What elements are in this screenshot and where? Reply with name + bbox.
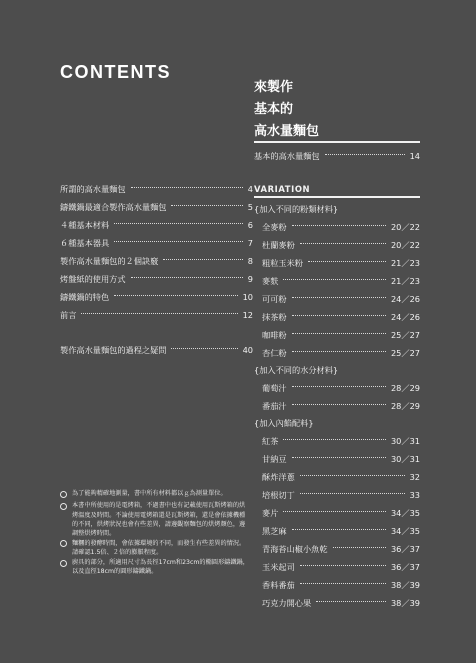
toc-entry[interactable] — [262, 399, 420, 413]
toc-entry[interactable] — [60, 218, 253, 232]
toc-entry[interactable] — [60, 308, 253, 322]
category-flour: {加入不同的粉類材料} — [254, 204, 339, 214]
toc-entry[interactable] — [60, 272, 253, 286]
note-text: 本書中所使用的是電烤箱，不過書中也有記載使用瓦斯烤箱的烘烤溫度及時間。不論使用電烤箱還是瓦斯烤箱，還是會依據機種的不同，烘烤狀況也會有些差異，請邊觀察麵包的烘烤顏色，邊調整烘烤時間。 — [72, 502, 246, 538]
variation-heading: VARIATION — [254, 184, 311, 194]
toc-label: 鑄鐵鍋的特色 — [60, 292, 110, 302]
leader-dots — [171, 205, 242, 206]
toc-entry[interactable] — [60, 182, 253, 196]
toc-label: 咖啡粉 — [262, 330, 287, 340]
toc-entry-basic[interactable] — [254, 149, 420, 163]
toc-label: 製作高水量麵包的２個訣竅 — [60, 256, 159, 266]
leader-dots — [292, 386, 386, 387]
toc-page: 21／23 — [390, 276, 420, 286]
toc-page: 7 — [247, 238, 253, 248]
toc-page: 5 — [247, 202, 253, 212]
leader-dots — [292, 457, 386, 458]
note-item — [60, 539, 250, 558]
toc-entry[interactable] — [262, 560, 420, 574]
toc-entry[interactable] — [262, 238, 420, 252]
toc-page: 9 — [247, 274, 253, 284]
leader-dots — [292, 297, 386, 298]
toc-label: 玉米起司 — [262, 562, 295, 572]
leader-dots — [292, 225, 386, 226]
toc-entry[interactable] — [262, 434, 420, 448]
hero-line-2: 基本的 — [254, 102, 294, 117]
leader-dots — [171, 348, 237, 349]
toc-label: 前言 — [60, 310, 77, 320]
note-item — [60, 558, 250, 577]
leader-dots — [300, 475, 405, 476]
leader-dots — [292, 529, 386, 530]
leader-dots — [114, 223, 243, 224]
toc-entry[interactable] — [262, 506, 420, 520]
leader-dots — [81, 313, 237, 314]
toc-label: 麥麩 — [262, 276, 279, 286]
toc-label: 黑芝麻 — [262, 526, 287, 536]
toc-label: 鑄鐵鍋最適合製作高水量麵包 — [60, 202, 167, 212]
toc-page: 30／31 — [390, 454, 420, 464]
note-text: 麵糰的發酵時間，會依據環境的不同，而發生有些差異的情況。請確認1.5倍、２倍的膨脹程度。 — [72, 539, 246, 557]
toc-label: 基本的高水量麵包 — [254, 151, 320, 161]
toc-page: 20／22 — [390, 240, 420, 250]
toc-label: 甘納豆 — [262, 454, 287, 464]
leader-dots — [131, 277, 243, 278]
toc-label: 可可粉 — [262, 294, 287, 304]
toc-label: 番茄汁 — [262, 401, 287, 411]
toc-label: 青海苔山椒小魚乾 — [262, 544, 328, 554]
toc-label: 烤盤紙的使用方式 — [60, 274, 126, 284]
toc-label: 紅茶 — [262, 436, 279, 446]
toc-page: 33 — [409, 490, 420, 500]
toc-page: 12 — [242, 310, 253, 320]
leader-dots — [300, 243, 386, 244]
toc-label: 杜蘭麥粉 — [262, 240, 295, 250]
leader-dots — [292, 404, 386, 405]
leader-dots — [325, 154, 405, 155]
toc-page: 6 — [247, 220, 253, 230]
toc-label: 酥炸洋蔥 — [262, 472, 295, 482]
toc-page: 34／35 — [390, 508, 420, 518]
toc-page: 4 — [247, 184, 253, 194]
toc-label: ４種基本材料 — [60, 220, 110, 230]
circle-bullet-icon — [60, 539, 72, 558]
toc-label: 全麥粉 — [262, 222, 287, 232]
leader-dots — [131, 187, 243, 188]
toc-entry[interactable] — [262, 256, 420, 270]
toc-label: 培根切丁 — [262, 490, 295, 500]
toc-page: 28／29 — [390, 401, 420, 411]
leader-dots — [292, 351, 386, 352]
category-liquid: {加入不同的水分材料} — [254, 365, 339, 375]
note-item — [60, 501, 250, 538]
circle-bullet-icon — [60, 558, 72, 577]
leader-dots — [300, 493, 405, 494]
toc-page: 25／27 — [390, 330, 420, 340]
leader-dots — [163, 259, 243, 260]
leader-dots — [308, 261, 386, 262]
leader-dots — [316, 601, 386, 602]
toc-entry[interactable] — [262, 328, 420, 342]
toc-label: 葡萄汁 — [262, 383, 287, 393]
toc-page: 38／39 — [390, 580, 420, 590]
hero-line-1: 來製作 — [254, 80, 294, 95]
note-text: 為了能夠精確地測量，書中所有材料都以ｇ為測量單位。 — [72, 490, 227, 497]
circle-bullet-icon — [60, 489, 72, 501]
toc-label: 抹茶粉 — [262, 312, 287, 322]
toc-label: 製作高水量麵包的過程之疑問 — [60, 345, 167, 355]
toc-label: 粗粒玉米粉 — [262, 258, 303, 268]
toc-entry[interactable] — [262, 578, 420, 592]
note-item — [60, 489, 250, 501]
toc-page: 8 — [247, 256, 253, 266]
toc-entry[interactable] — [60, 236, 253, 250]
toc-entry[interactable] — [262, 488, 420, 502]
toc-page: 36／37 — [390, 562, 420, 572]
toc-page: 25／27 — [390, 348, 420, 358]
toc-entry[interactable] — [262, 452, 420, 466]
toc-page: 40 — [242, 345, 253, 355]
leader-dots — [283, 439, 386, 440]
toc-entry[interactable] — [262, 381, 420, 395]
toc-entry[interactable] — [60, 290, 253, 304]
toc-label: 所謂的高水量麵包 — [60, 184, 126, 194]
toc-page: 14 — [409, 151, 420, 161]
toc-entry[interactable] — [262, 346, 420, 360]
category-filling: {加入內餡配料} — [254, 418, 314, 428]
toc-label: 麥片 — [262, 508, 279, 518]
hero-divider — [254, 141, 420, 143]
toc-label: 巧克力開心果 — [262, 598, 312, 608]
toc-entry[interactable] — [262, 542, 420, 556]
toc-entry[interactable] — [262, 524, 420, 538]
notes — [60, 489, 250, 577]
toc-page: 32 — [409, 472, 420, 482]
toc-page: 34／35 — [390, 526, 420, 536]
toc-entry[interactable] — [262, 292, 420, 306]
toc-entry[interactable] — [262, 220, 420, 234]
variation-divider — [254, 196, 420, 198]
toc-page: 38／39 — [390, 598, 420, 608]
leader-dots — [283, 511, 386, 512]
leader-dots — [114, 295, 237, 296]
note-text: 廚具的部分，所適用尺寸為長徑17cm和23cm的橢圓形鑄鐵鍋，以及直徑18cm的圓形鑄鐵鍋。 — [72, 559, 249, 576]
toc-label: 香料番茄 — [262, 580, 295, 590]
contents-title: CONTENTS — [60, 62, 171, 82]
leader-dots — [300, 565, 386, 566]
hero-heading — [254, 77, 319, 143]
toc-page: 20／22 — [390, 222, 420, 232]
toc-entry[interactable] — [60, 200, 253, 214]
leader-dots — [283, 279, 386, 280]
leader-dots — [114, 241, 243, 242]
toc-label: 杏仁粉 — [262, 348, 287, 358]
leader-dots — [292, 333, 386, 334]
toc-entry[interactable] — [60, 254, 253, 268]
leader-dots — [333, 547, 386, 548]
toc-page: 30／31 — [390, 436, 420, 446]
toc-page: 24／26 — [390, 312, 420, 322]
toc-page: 28／29 — [390, 383, 420, 393]
toc-label: ６種基本器具 — [60, 238, 110, 248]
toc-page: 10 — [242, 292, 253, 302]
leader-dots — [300, 583, 386, 584]
toc-page: 21／23 — [390, 258, 420, 268]
toc-entry[interactable] — [262, 274, 420, 288]
toc-entry[interactable] — [262, 310, 420, 324]
leader-dots — [292, 315, 386, 316]
hero-line-3: 高水量麵包 — [254, 124, 320, 139]
toc-entry[interactable] — [262, 596, 420, 610]
circle-bullet-icon — [60, 501, 72, 538]
toc-entry[interactable] — [262, 470, 420, 484]
toc-page: 36／37 — [390, 544, 420, 554]
toc-page: 24／26 — [390, 294, 420, 304]
toc-entry[interactable] — [60, 343, 253, 357]
